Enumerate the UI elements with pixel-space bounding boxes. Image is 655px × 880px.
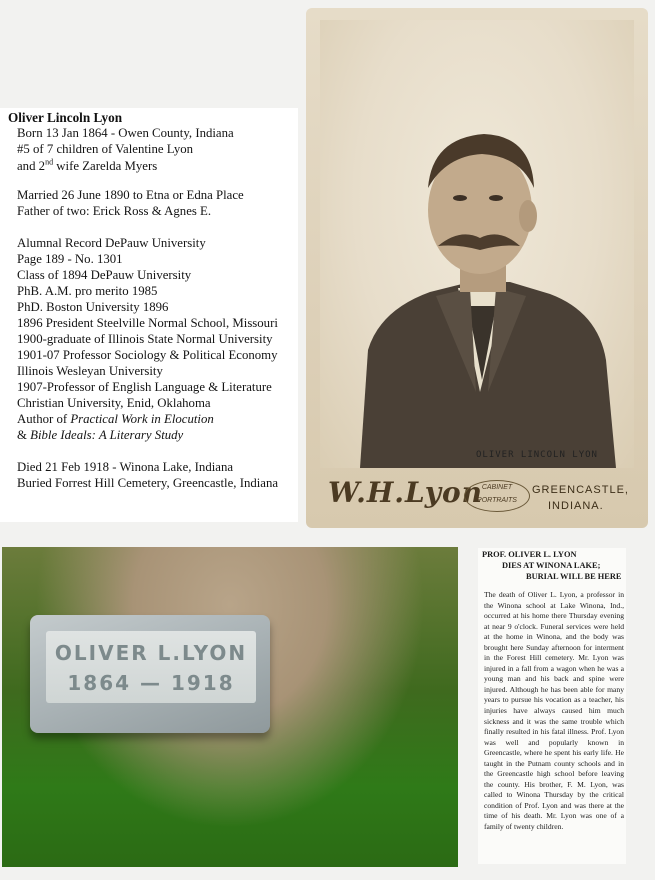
bio-book-elocution: Practical Work in Elocution — [70, 412, 214, 426]
obituary-clipping — [478, 548, 626, 864]
bio-professor-sociology: 1901-07 Professor Sociology & Political Economy — [17, 348, 278, 362]
bio-phb: PhB. A.M. pro merito 1985 — [17, 284, 158, 298]
obit-headline-1: PROF. OLIVER L. LYON — [482, 550, 577, 559]
cabinet-portraits-seal — [464, 480, 530, 512]
bio-phd: PhD. Boston University 1896 — [17, 300, 169, 314]
gravestone-years: 1864 — 1918 — [67, 671, 235, 695]
studio-location — [532, 482, 629, 514]
bio-mother-post: wife Zarelda Myers — [53, 159, 158, 173]
gravestone — [30, 615, 270, 733]
bio-author — [17, 412, 214, 427]
bio-buried: Buried Forrest Hill Cemetery, Greencastle, Indiana — [17, 476, 279, 490]
gravestone-face — [46, 631, 256, 703]
obit-headline-3: BURIAL WILL BE HERE — [526, 572, 622, 581]
obit-body: The death of Oliver L. Lyon, a professor in the Winona school at Lake Winona, Ind., occurred at his home there Thursday evening at near 9 o'clock. Funeral services were held at the home in Winona, and the body was brought here Sunday afternoon for interment in the Forest Hill cemetery. Mr. Lyon was injured in a fall from a wagon when he was a young man and his back and spine were injured. Although he has been able for many years to pursue his vocation as a teacher, his injuries have always caused him much sickness and it was the same trouble which finally resulted in his fatal illness. Prof. Lyon was well and popularly known in Greencastle, where he spent his early life. He taught in the Putnam county schools and in the Greencastle high school before leaving the county. His brother, F. M. Lyon, was called to Winona Thursday by the critical condition of Prof. Lyon and was there at the time of his death. Mr. Lyon was one of a family of twenty children. — [484, 590, 624, 832]
bio-author-2 — [17, 428, 183, 443]
bio-class: Class of 1894 DePauw University — [17, 268, 192, 282]
obit-headline-2: DIES AT WINONA LAKE; — [502, 561, 601, 570]
bio-page: Page 189 - No. 1301 — [17, 252, 123, 266]
bio-mother-sup: nd — [45, 157, 54, 167]
portrait-figure — [320, 20, 634, 468]
bio-graduate: 1900-graduate of Illinois State Normal University — [17, 332, 273, 346]
gravestone-photo — [2, 547, 458, 867]
bio-child-of: #5 of 7 children of Valentine Lyon — [17, 142, 194, 156]
seal-top: CABINET — [481, 484, 513, 491]
bio-president: 1896 President Steelville Normal School, Missouri — [17, 316, 278, 330]
portrait-caption: OLIVER LINCOLN LYON — [476, 450, 598, 460]
bio-author-pre: Author of — [17, 412, 71, 426]
bio-name: Oliver Lincoln Lyon — [8, 110, 123, 125]
studio-city: GREENCASTLE, — [532, 484, 629, 496]
bio-died: Died 21 Feb 1918 - Winona Lake, Indiana — [17, 460, 234, 474]
studio-state: INDIANA. — [548, 500, 604, 512]
portrait-photo — [320, 20, 634, 468]
bio-amp: & — [17, 428, 31, 442]
bio-book-bible-ideals: Bible Ideals: A Literary Study — [30, 428, 184, 442]
seal-bottom: PORTRAITS — [477, 497, 517, 504]
bio-professor-english: 1907-Professor of English Language & Literature — [17, 380, 272, 394]
bio-mother — [17, 159, 157, 174]
bio-children: Father of two: Erick Ross & Agnes E. — [17, 204, 212, 218]
portrait-cabinet-card — [306, 8, 648, 528]
studio-name: W.H.Lyon — [328, 476, 484, 509]
bio-iwu: Illinois Wesleyan University — [17, 364, 163, 378]
bio-married: Married 26 June 1890 to Etna or Edna Place — [17, 188, 244, 202]
bio-alumnal: Alumnal Record DePauw University — [17, 236, 206, 250]
bio-born: Born 13 Jan 1864 - Owen County, Indiana — [17, 126, 234, 140]
biography-panel — [0, 108, 298, 522]
bio-christian-university: Christian University, Enid, Oklahoma — [17, 396, 211, 410]
gravestone-name: OLIVER L.LYON — [54, 641, 248, 665]
bio-mother-pre: and 2 — [17, 159, 46, 173]
